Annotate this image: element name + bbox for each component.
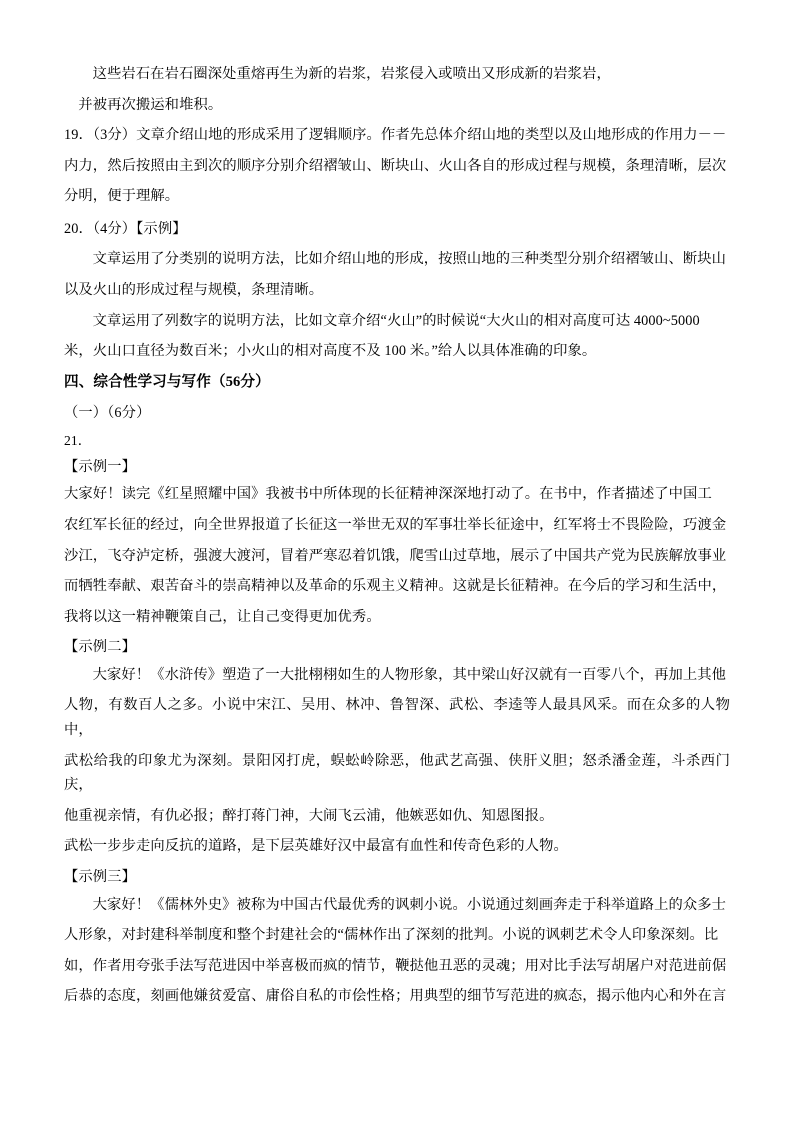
answer-20-para2-line2: 米，火山口直径为数百米；小火山的相对高度不及 100 米。”给人以具体准确的印象。 (64, 343, 597, 360)
example-one-line5: 我将以这一精神鞭策自己，让自己变得更加优秀。 (64, 608, 381, 625)
example-two-line2: 人物，有数百人之多。小说中宋江、吴用、林冲、鲁智深、武松、李逵等人最具风采。而在众多的人物中， (64, 697, 730, 739)
paragraph-continuation: 并被再次搬运和堆积。 (78, 96, 223, 113)
example-three-line1: 大家好！《儒林外史》被称为中国古代最优秀的讽刺小说。小说通过刻画奔走于科举道路上的众多士 (92, 896, 727, 913)
answer-20-heading: 20．（4分）【示例】 (64, 220, 187, 237)
paragraph-continuation: 这些岩石在岩石圈深处重熔再生为新的岩浆，岩浆侵入或喷出又形成新的岩浆岩， (92, 66, 611, 82)
example-two-line5: 武松一步步走向反抗的道路，是下层英雄好汉中最富有血性和传奇色彩的人物。 (64, 838, 568, 855)
example-one-line3: 沙江，飞夺泸定桥，强渡大渡河，冒着严寒忍着饥饿，爬雪山过草地，展示了中国共产党为民族解放事业 (64, 547, 727, 564)
answer-20-para1-line1: 文章运用了分类别的说明方法，比如介绍山地的形成，按照山地的三种类型分别介绍褶皱山、断块山 (92, 251, 727, 268)
answer-20-para1-line2: 以及火山的形成过程与规模，条理清晰。 (64, 282, 324, 299)
example-three-line4: 后恭的态度，刻画他嫌贫爱富、庸俗自私的市侩性格；用典型的细节写范进的疯态，揭示他内心和外在言 (64, 988, 727, 1005)
answer-19-line1: 19．（3分）文章介绍山地的形成采用了逻辑顺序。作者先总体介绍山地的类型以及山地形成的作用力－－ (64, 127, 727, 144)
question-number-21: 21． (64, 433, 92, 449)
answer-20-para2-line1: 文章运用了列数字的说明方法，比如文章介绍“火山”的时候说“大火山的相对高度可达 4000~5000 (92, 312, 700, 329)
example-three-line3: 如，作者用夸张手法写范进因中举喜极而疯的情节，鞭挞他丑恶的灵魂；用对比手法写胡屠户对范进前倨 (64, 957, 727, 974)
example-one-heading: 【示例一】 (64, 458, 136, 475)
example-two-heading: 【示例二】 (64, 639, 136, 656)
document-body (64, 62, 730, 1015)
example-three-heading: 【示例三】 (64, 868, 136, 885)
section-heading-four: 四、综合性学习与写作（56分） (64, 373, 270, 390)
answer-19-line3: 分明，便于理解。 (64, 188, 180, 205)
example-one-line4: 而牺牲奉献、艰苦奋斗的崇高精神以及革命的乐观主义精神。这就是长征精神。在今后的学习和生活中， (64, 578, 727, 595)
example-two-line4: 他重视亲情，有仇必报；醉打蒋门神，大闹飞云浦，他嫉恶如仇、知恩图报。 (64, 807, 554, 824)
example-two-line3: 武松给我的印象尤为深刻。景阳冈打虎，蜈蚣岭除恶，他武艺高强、侠肝义胆；怒杀潘金莲，斗杀西门庆， (64, 752, 730, 794)
example-two-line1: 大家好！《水浒传》塑造了一大批栩栩如生的人物形象，其中梁山好汉就有一百零八个，再加上其他 (92, 666, 727, 683)
example-one-line1: 大家好！读完《红星照耀中国》我被书中所体现的长征精神深深地打动了。在书中，作者描述了中国工 (64, 486, 712, 503)
answer-19-line2: 内力，然后按照由主到次的顺序分别介绍褶皱山、断块山、火山各自的形成过程与规模，条理清晰，层次 (64, 157, 727, 174)
example-one-line2: 农红军长征的经过，向全世界报道了长征这一举世无双的军事壮举长征途中，红军将士不畏险险，巧渡金 (64, 516, 727, 533)
subsection-heading-one: （一）（6分） (64, 404, 151, 421)
example-three-line2: 人形象，对封建科举制度和整个封建社会的“儒林作出了深刻的批判。小说的讽刺艺术令人印象深刻。比 (64, 927, 719, 944)
